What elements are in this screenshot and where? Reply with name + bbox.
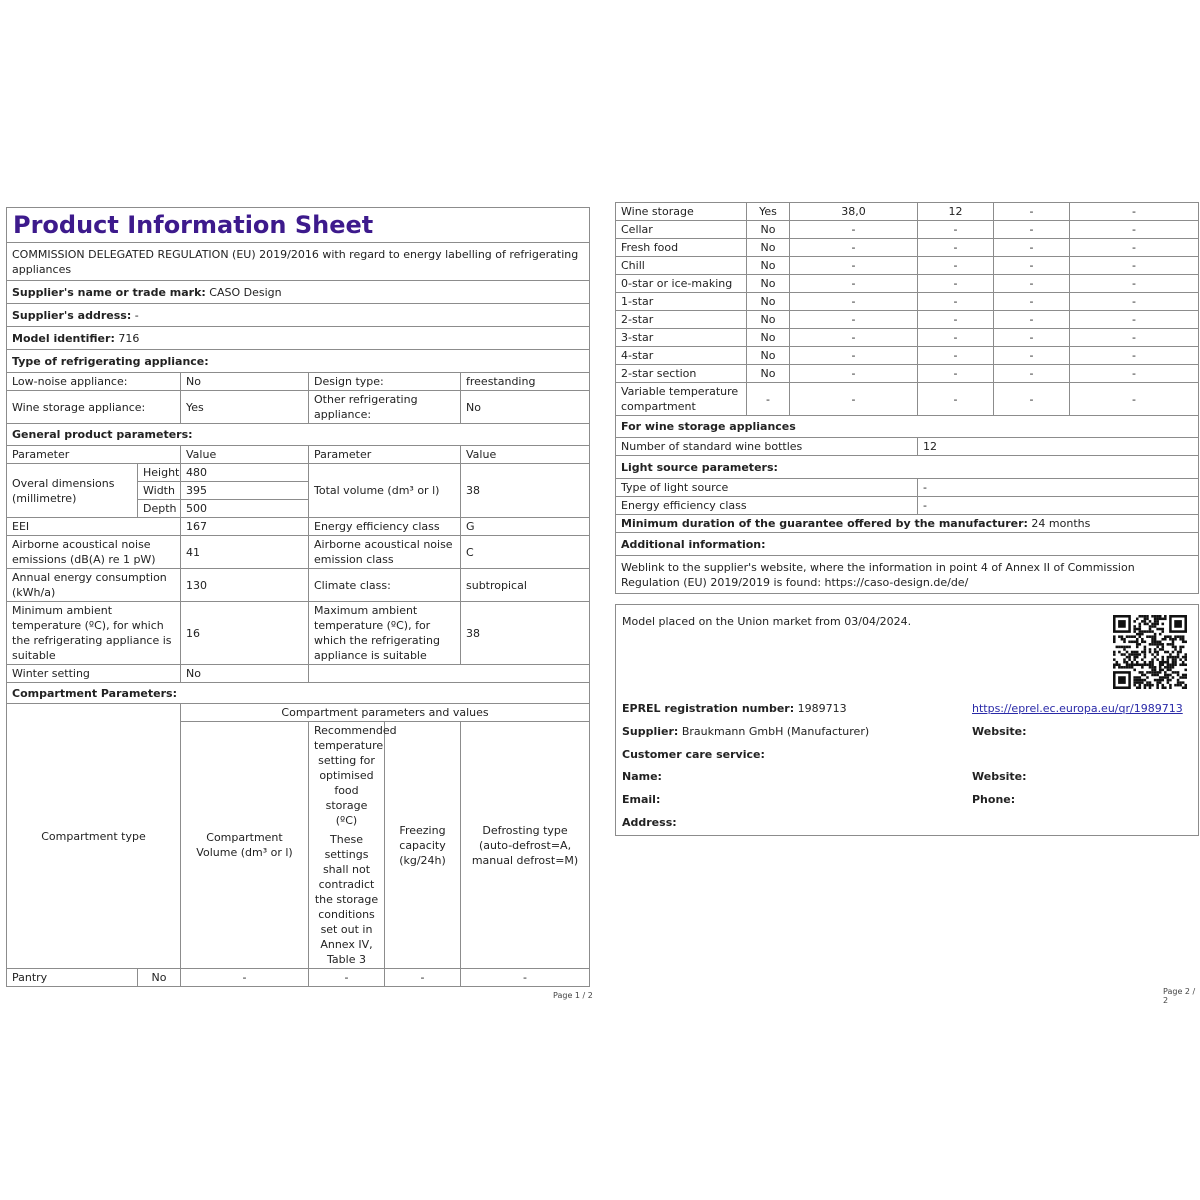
compartment-name: 0-star or ice-making: [616, 275, 747, 293]
table-row: [616, 239, 1199, 257]
compartment-cell: No: [747, 257, 790, 275]
regulation-text: COMMISSION DELEGATED REGULATION (EU) 2019/2016 with regard to energy labelling of refrigerating appliances: [7, 243, 590, 281]
dimensions-label: Overal dimensions (millimetre): [7, 464, 138, 518]
table-row: [7, 969, 590, 987]
compartment-cell: No: [747, 329, 790, 347]
total-volume-value: 38: [461, 464, 590, 518]
table-row: [616, 275, 1199, 293]
compartment-cell: -: [1070, 329, 1199, 347]
supplier-row: [622, 725, 869, 738]
compartment-cell: -: [994, 203, 1070, 221]
compartment-cell: No: [747, 275, 790, 293]
width-value: 395: [181, 482, 309, 500]
annual-consumption-value: 130: [181, 569, 309, 602]
variable-cell: -: [790, 383, 918, 416]
supplier-value: Braukmann GmbH (Manufacturer): [681, 725, 870, 738]
compartment-cell: -: [994, 257, 1070, 275]
email-label: Email:: [622, 793, 661, 806]
bottles-label: Number of standard wine bottles: [616, 438, 918, 456]
compartment-cell: No: [747, 239, 790, 257]
height-value: 480: [181, 464, 309, 482]
max-temp-label: Maximum ambient temperature (ºC), for which the refrigerating appliance is suitable: [309, 602, 461, 665]
table-row: [616, 329, 1199, 347]
variable-cell: -: [1070, 383, 1199, 416]
table-row: [616, 221, 1199, 239]
variable-cell: -: [994, 383, 1070, 416]
compartment-cell: 38,0: [790, 203, 918, 221]
compartment-cell: -: [790, 221, 918, 239]
phone-label: Phone:: [972, 793, 1016, 806]
guarantee-label: Minimum duration of the guarantee offered by the manufacturer:: [621, 517, 1028, 530]
value-header: Value: [181, 446, 309, 464]
design-type-label: Design type:: [309, 373, 461, 391]
table-row: [616, 365, 1199, 383]
eprel-label: EPREL registration number:: [622, 702, 795, 715]
compartment-cell: -: [918, 239, 994, 257]
compartment-cell: -: [994, 293, 1070, 311]
model-value: 716: [118, 331, 140, 345]
pantry-present: No: [138, 969, 181, 987]
variable-cell: -: [918, 383, 994, 416]
compartment-name: Fresh food: [616, 239, 747, 257]
pantry-temp: -: [309, 969, 385, 987]
compartment-cell: -: [790, 365, 918, 383]
compartment-cell: -: [994, 221, 1070, 239]
height-label: Height: [138, 464, 181, 482]
recommended-temp-note: These settings shall not contradict the storage conditions set out in Annex IV, Table 3: [314, 833, 379, 966]
annual-consumption-label: Annual energy consumption (kWh/a): [7, 569, 181, 602]
table-row: [616, 293, 1199, 311]
page-number-1: Page 1 / 2: [553, 991, 593, 1000]
additional-info-heading: Additional information:: [616, 533, 1199, 556]
compartment-values-header: Compartment parameters and values: [181, 704, 590, 722]
compartment-cell: -: [1070, 239, 1199, 257]
table-row: [616, 311, 1199, 329]
address-value: -: [134, 308, 139, 322]
guarantee-row: [616, 515, 1199, 533]
compartment-cell: -: [918, 311, 994, 329]
depth-label: Depth: [138, 500, 181, 518]
model-row: [7, 327, 590, 350]
product-information-sheet-page-2: [615, 202, 1199, 594]
light-type-value: -: [918, 479, 1199, 497]
recommended-temp-header: [309, 722, 397, 969]
climate-class-value: subtropical: [461, 569, 590, 602]
address-label: Supplier's address:: [12, 308, 132, 322]
pantry-freezing: -: [385, 969, 461, 987]
model-label: Model identifier:: [12, 331, 115, 345]
weblink-url[interactable]: https://caso-design.de/de/: [824, 575, 969, 589]
pantry-label: Pantry: [7, 969, 138, 987]
eprel-link[interactable]: https://eprel.ec.europa.eu/qr/1989713: [972, 702, 1183, 715]
address-label: Address:: [622, 816, 677, 829]
compartment-cell: -: [1070, 221, 1199, 239]
compartment-name: Chill: [616, 257, 747, 275]
supplier-row: [7, 281, 590, 304]
other-appliance-value: No: [461, 391, 590, 424]
winter-setting-value: No: [181, 665, 309, 683]
page-title: Product Information Sheet: [7, 208, 590, 243]
energy-class-label: Energy efficiency class: [309, 518, 461, 536]
supplier-value: CASO Design: [209, 285, 282, 299]
min-temp-value: 16: [181, 602, 309, 665]
freezing-capacity-header: Freezing capacity (kg/24h): [385, 722, 461, 969]
compartment-rows: [616, 203, 1199, 383]
compartment-name: 2-star: [616, 311, 747, 329]
param-header-2: Parameter: [309, 446, 461, 464]
low-noise-value: No: [181, 373, 309, 391]
climate-class-label: Climate class:: [309, 569, 461, 602]
compartment-cell: -: [790, 239, 918, 257]
compartment-cell: -: [1070, 257, 1199, 275]
general-parameters-heading: General product parameters:: [7, 424, 590, 446]
compartment-cell: -: [994, 347, 1070, 365]
compartment-cell: -: [1070, 275, 1199, 293]
compartment-cell: -: [790, 347, 918, 365]
compartment-name: 4-star: [616, 347, 747, 365]
website-2-label: Website:: [972, 770, 1027, 783]
noise-class-label: Airborne acoustical noise emission class: [309, 536, 461, 569]
pantry-volume: -: [181, 969, 309, 987]
eei-label: EEI: [7, 518, 181, 536]
weblink-text: Weblink to the supplier's website, where the information in point 4 of Annex II of Commission Regulation (EU) 2019/2019 is found:: [621, 560, 1135, 589]
table-row: [616, 203, 1199, 221]
recommended-temp-text: Recommended temperature setting for optimised food storage (ºC): [314, 724, 397, 827]
qr-code-icon[interactable]: [1113, 615, 1187, 689]
depth-value: 500: [181, 500, 309, 518]
max-temp-value: 38: [461, 602, 590, 665]
compartment-cell: -: [918, 329, 994, 347]
compartment-name: Wine storage: [616, 203, 747, 221]
compartment-type-header: Compartment type: [7, 704, 181, 969]
type-heading: Type of refrigerating appliance:: [7, 350, 590, 373]
compartment-parameters-heading: Compartment Parameters:: [7, 683, 590, 704]
compartment-cell: -: [1070, 347, 1199, 365]
eprel-row: [622, 702, 847, 715]
table-row: [616, 347, 1199, 365]
noise-class-value: C: [461, 536, 590, 569]
compartment-cell: -: [994, 311, 1070, 329]
light-source-heading: Light source parameters:: [616, 456, 1199, 479]
compartment-cell: -: [1070, 311, 1199, 329]
customer-care-label: Customer care service:: [622, 748, 765, 761]
compartment-cell: 12: [918, 203, 994, 221]
light-type-label: Type of light source: [616, 479, 918, 497]
min-temp-label: Minimum ambient temperature (ºC), for which the refrigerating appliance is suitable: [7, 602, 181, 665]
compartment-cell: -: [790, 329, 918, 347]
compartment-cell: No: [747, 347, 790, 365]
page-number-2: Page 2 / 2: [1163, 987, 1196, 1005]
width-label: Width: [138, 482, 181, 500]
pantry-defrost: -: [461, 969, 590, 987]
compartment-cell: -: [918, 293, 994, 311]
address-row: [7, 304, 590, 327]
compartment-cell: -: [918, 365, 994, 383]
param-header: Parameter: [7, 446, 181, 464]
noise-value: 41: [181, 536, 309, 569]
variable-cell: -: [747, 383, 790, 416]
compartment-cell: -: [994, 239, 1070, 257]
light-class-label: Energy efficiency class: [616, 497, 918, 515]
compartment-cell: -: [1070, 365, 1199, 383]
compartment-cell: -: [918, 221, 994, 239]
compartment-name: 2-star section: [616, 365, 747, 383]
supplier-label: Supplier:: [622, 725, 679, 738]
eei-value: 167: [181, 518, 309, 536]
supplier-label: Supplier's name or trade mark:: [12, 285, 206, 299]
product-information-sheet-page-1: [6, 207, 590, 987]
compartment-name: 3-star: [616, 329, 747, 347]
compartment-cell: No: [747, 365, 790, 383]
compartment-cell: -: [918, 275, 994, 293]
guarantee-value: 24 months: [1031, 517, 1091, 530]
value-header-2: Value: [461, 446, 590, 464]
compartment-cell: -: [994, 329, 1070, 347]
wine-storage-heading: For wine storage appliances: [616, 416, 1199, 438]
compartment-cell: -: [790, 257, 918, 275]
defrosting-type-header: Defrosting type (auto-defrost=A, manual defrost=M): [461, 722, 590, 969]
noise-label: Airborne acoustical noise emissions (dB(A) re 1 pW): [7, 536, 181, 569]
compartment-cell: -: [790, 275, 918, 293]
compartment-cell: -: [994, 275, 1070, 293]
other-appliance-label: Other refrigerating appliance:: [309, 391, 461, 424]
winter-setting-label: Winter setting: [7, 665, 181, 683]
compartment-name: 1-star: [616, 293, 747, 311]
total-volume-label: Total volume (dm³ or l): [309, 464, 461, 518]
compartment-cell: No: [747, 293, 790, 311]
compartment-cell: -: [918, 347, 994, 365]
compartment-cell: Yes: [747, 203, 790, 221]
name-label: Name:: [622, 770, 662, 783]
table-row: [616, 257, 1199, 275]
compartment-cell: -: [1070, 203, 1199, 221]
compartment-cell: No: [747, 221, 790, 239]
compartment-cell: -: [994, 365, 1070, 383]
low-noise-label: Low-noise appliance:: [7, 373, 181, 391]
energy-class-value: G: [461, 518, 590, 536]
market-text: Model placed on the Union market from 03/04/2024.: [622, 615, 912, 628]
compartment-volume-header: Compartment Volume (dm³ or l): [181, 722, 309, 969]
compartment-cell: -: [790, 311, 918, 329]
compartment-cell: -: [790, 293, 918, 311]
wine-storage-label: Wine storage appliance:: [7, 391, 181, 424]
wine-storage-value: Yes: [181, 391, 309, 424]
design-type-value: freestanding: [461, 373, 590, 391]
bottles-value: 12: [918, 438, 1199, 456]
compartment-name: Cellar: [616, 221, 747, 239]
eprel-info-box: [615, 604, 1199, 836]
compartment-cell: -: [918, 257, 994, 275]
compartment-cell: -: [1070, 293, 1199, 311]
compartment-cell: No: [747, 311, 790, 329]
website-label: Website:: [972, 725, 1027, 738]
eprel-value: 1989713: [797, 702, 847, 715]
weblink-row: [616, 556, 1199, 594]
variable-temp-label: Variable temperature compartment: [616, 383, 747, 416]
light-class-value: -: [918, 497, 1199, 515]
empty-cell: [309, 665, 590, 683]
